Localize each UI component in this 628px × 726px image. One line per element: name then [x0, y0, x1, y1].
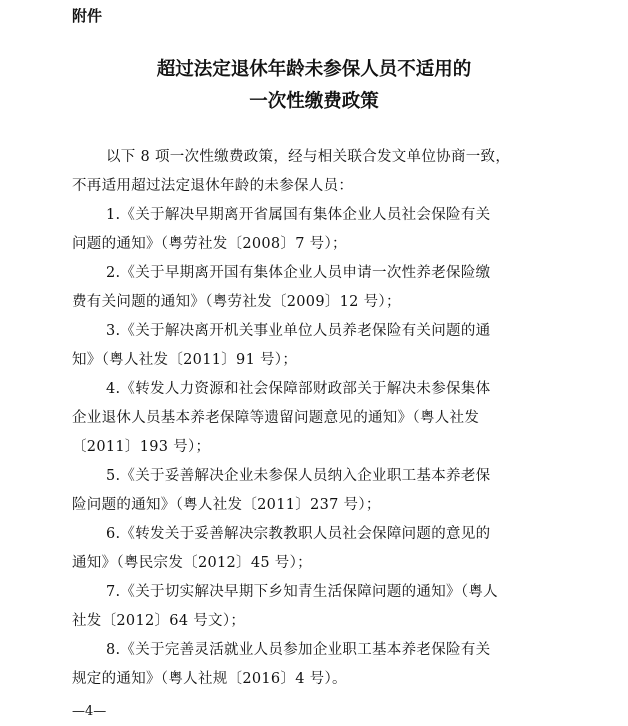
policy-item-4-line-3: 〔2011〕193 号）；: [72, 439, 211, 455]
intro-line-1: 以下 8 项一次性缴费政策，经与相关联合发文单位协商一致，: [106, 149, 511, 165]
attachment-label: 附件: [72, 7, 103, 25]
policy-item-5-line-1: 5.《关于妥善解决企业未参保人员纳入企业职工基本养老保: [106, 468, 491, 484]
policy-item-3-line-2: 知》（粤人社发〔2011〕91 号）；: [72, 352, 298, 368]
policy-item-7-line-1: 7.《关于切实解决早期下乡知青生活保障问题的通知》（粤人: [106, 584, 498, 600]
policy-item-3-line-1: 3.《关于解决离开机关事业单位人员养老保险有关问题的通: [106, 323, 491, 339]
policy-item-2-line-1: 2.《关于早期离开国有集体企业人员申请一次性养老保险缴: [106, 265, 491, 281]
policy-item-4-line-1: 4.《转发人力资源和社会保障部财政部关于解决未参保集体: [106, 381, 491, 397]
policy-item-6-line-1: 6.《转发关于妥善解决宗教教职人员社会保障问题的意见的: [106, 526, 491, 542]
document-title-line-2: 一次性缴费政策: [249, 91, 379, 112]
policy-item-2-line-2: 费有关问题的通知》（粤劳社发〔2009〕12 号）；: [72, 294, 401, 310]
document-title-line-1: 超过法定退休年龄未参保人员不适用的: [156, 59, 472, 80]
policy-item-8-line-1: 8.《关于完善灵活就业人员参加企业职工基本养老保险有关: [106, 642, 491, 658]
page-number: —4—: [72, 704, 107, 719]
policy-item-1-line-2: 问题的通知》（粤劳社发〔2008〕7 号）；: [72, 236, 347, 252]
policy-item-8-line-2: 规定的通知》（粤人社规〔2016〕4 号）。: [72, 671, 347, 687]
policy-item-7-line-2: 社发〔2012〕64 号文）；: [72, 613, 246, 629]
policy-item-1-line-1: 1.《关于解决早期离开省属国有集体企业人员社会保险有关: [106, 207, 491, 223]
policy-item-6-line-2: 通知》（粤民宗发〔2012〕45 号）；: [72, 555, 312, 571]
policy-item-5-line-2: 险问题的通知》（粤人社发〔2011〕237 号）；: [72, 497, 381, 513]
intro-line-2: 不再适用超过法定退休年龄的未参保人员：: [72, 178, 354, 194]
policy-item-4-line-2: 企业退休人员基本养老保障等遗留问题意见的通知》（粤人社发: [72, 410, 480, 426]
